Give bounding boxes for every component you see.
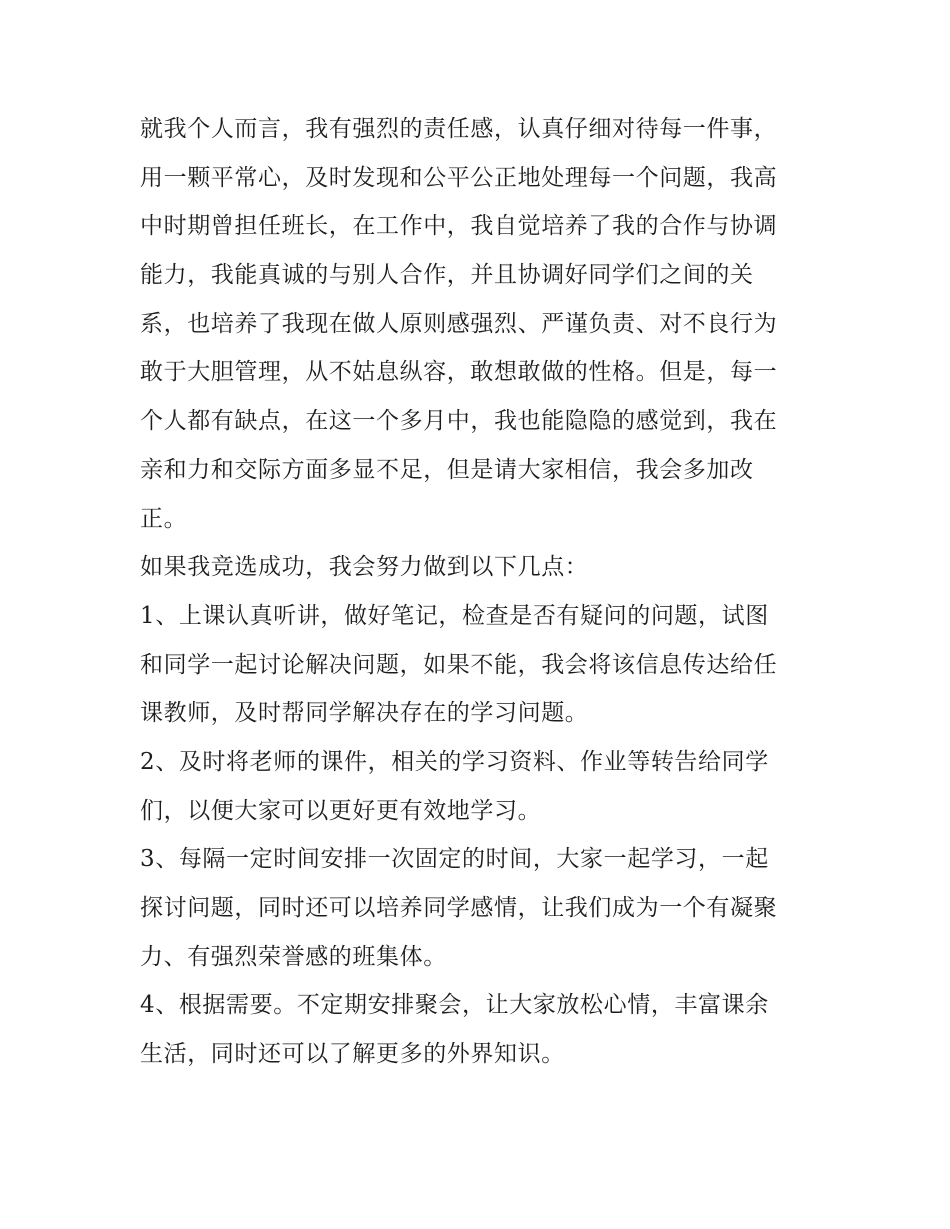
text-line: 用一颗平常心，及时发现和公平公正地处理每一个问题，我高 xyxy=(140,164,778,191)
paragraph-intro-to-plans xyxy=(140,543,820,592)
text-line: 课教师，及时帮同学解决存在的学习问题。 xyxy=(140,700,589,727)
text-line: 亲和力和交际方面多显不足，但是请大家相信，我会多加改 xyxy=(140,456,754,483)
document-body xyxy=(140,105,820,1079)
text-line: 探讨问题，同时还可以培养同学感情，让我们成为一个有凝聚 xyxy=(140,895,778,921)
text-line: 正。 xyxy=(140,505,188,532)
text-line: 生活，同时还可以了解更多的外界知识。 xyxy=(140,1041,565,1068)
text-line: 4、根据需要。不定期安排聚会，让大家放松心情，丰富课余 xyxy=(140,992,769,1019)
text-line: 如果我竞选成功，我会努力做到以下几点： xyxy=(140,554,589,581)
text-line: 和同学一起讨论解决问题，如果不能，我会将该信息传达给任 xyxy=(140,651,778,678)
text-line: 3、每隔一定时间安排一次固定的时间，大家一起学习，一起 xyxy=(140,846,769,873)
paragraph-plan-4 xyxy=(140,981,820,1078)
text-line: 能力，我能真诚的与别人合作，并且协调好同学们之间的关 xyxy=(140,262,754,289)
text-line: 中时期曾担任班长，在工作中，我自觉培养了我的合作与协调 xyxy=(140,213,778,240)
text-line: 敢于大胆管理，从不姑息纵容，敢想敢做的性格。但是，每一 xyxy=(140,359,778,386)
paragraph-plan-1 xyxy=(140,592,820,738)
text-line: 2、及时将老师的课件，相关的学习资料、作业等转告给同学 xyxy=(140,748,769,775)
text-line: 们，以便大家可以更好更有效地学习。 xyxy=(140,797,542,824)
paragraph-plan-3 xyxy=(140,835,820,981)
paragraph-self-introduction xyxy=(140,105,820,543)
text-line: 1、上课认真听讲，做好笔记，检查是否有疑问的问题，试图 xyxy=(140,602,769,629)
text-line: 力、有强烈荣誉感的班集体。 xyxy=(140,943,447,970)
paragraph-plan-2 xyxy=(140,738,820,835)
text-line: 个人都有缺点，在这一个多月中，我也能隐隐的感觉到，我在 xyxy=(140,408,778,435)
text-line: 就我个人而言，我有强烈的责任感，认真仔细对待每一件事， xyxy=(140,116,778,142)
text-line: 系，也培养了我现在做人原则感强烈、严谨负责、对不良行为 xyxy=(140,310,778,337)
